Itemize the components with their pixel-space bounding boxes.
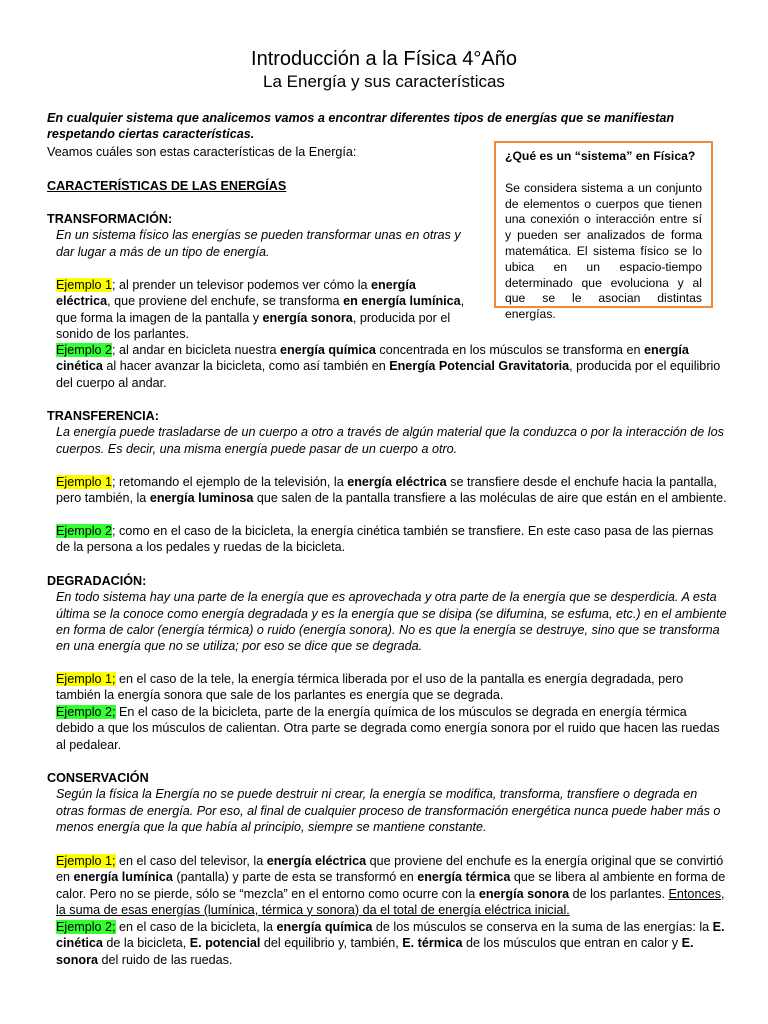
example-text-part: en el caso de la tele, la energía térmica liberada por el uso de la pantalla es energía degradada, pero también la energía sonora que sale de los parlantes es energía que se degrada. [56, 672, 684, 703]
section-definition: La energía puede trasladarse de un cuerpo a otro a través de algún material que la conduzca o por la interacción de los cuerpos. Es decir, una misma energía puede pasar de un cuerpo a otro. [56, 425, 724, 456]
example-text-bold: energía eléctrica [347, 475, 447, 489]
example-text-part: se transfiere desde el enchufe hacia la pantalla, pero también, la [56, 475, 717, 506]
transferencia-example-1 [47, 474, 727, 507]
conservacion-example-2 [47, 919, 727, 968]
transformacion-example-1 [47, 277, 727, 342]
example-text [47, 704, 727, 753]
example-text-bold: Energía Potencial Gravitatoria [389, 359, 570, 374]
transformacion-example-2 [47, 342, 727, 391]
intro-lead: En cualquier sistema que analicemos vamos a encontrar diferentes tipos de energías que se manifiestan respetando ciertas características. [47, 111, 675, 142]
box-title: ¿Qué es un “sistema” en Física? [505, 149, 696, 163]
characteristics-heading-block [47, 178, 727, 194]
example-text [47, 671, 727, 704]
example-text [47, 523, 727, 556]
example-text-part: ; al andar en bicicleta nuestra [112, 343, 281, 357]
section-heading: CONSERVACIÓN [47, 771, 149, 785]
example-label: Ejemplo 1 [56, 278, 113, 292]
example-text-part: , que proviene del enchufe, se transforma [107, 294, 344, 309]
example-text-part: que salen de la pantalla transfiere a las moléculas de aire que están en el ambiente. [253, 491, 727, 506]
example-text-bold: energía lumínica [73, 870, 173, 885]
conservacion-example-1 [47, 853, 727, 918]
example-text [47, 853, 727, 918]
degradacion-example-1 [47, 671, 727, 704]
section-degradacion [47, 573, 727, 654]
example-text-part: (pantalla) y parte de esta se transformó en [172, 870, 418, 885]
example-text-part: ; retomando el ejemplo de la televisión, la [112, 475, 348, 489]
example-text-part: que se libera al ambiente en forma de calor. Pero no se pierde, sólo se “mezcla” en el entorno como ocurre con la [56, 870, 726, 901]
example-text-part: , producida por el equilibrio del cuerpo al andar. [56, 359, 721, 390]
example-text-bold: E. sonora [56, 936, 694, 967]
example-text-bold: E. cinética [56, 920, 725, 951]
example-text-part: de los músculos que entran en calor y [462, 936, 682, 951]
section-transformacion [47, 211, 727, 260]
example-text-part: del ruido de las ruedas. [98, 952, 233, 967]
section-heading: DEGRADACIÓN: [47, 574, 147, 588]
example-text [47, 342, 727, 391]
example-text-part: ; al prender un televisor podemos ver cómo la [112, 278, 372, 292]
example-label: Ejemplo 2 [56, 343, 113, 357]
section-definition: En un sistema físico las energías se pueden transformar unas en otras y dar lugar a más de un tipo de energía. [56, 228, 461, 259]
example-text-bold: energía sonora [262, 310, 353, 325]
example-text-bold: energía luminosa [149, 491, 254, 506]
example-label: Ejemplo 1; [56, 854, 116, 868]
example-label: Ejemplo 2; [56, 920, 116, 934]
example-text-part: de la bicicleta, [102, 936, 190, 951]
example-text-part: de los músculos se conserva en la suma de las energías: la [372, 920, 713, 934]
example-text [47, 277, 471, 342]
example-text-bold: energía eléctrica [266, 854, 367, 868]
example-text-part: en el caso de la bicicleta, la [115, 920, 277, 934]
example-text-bold: E. potencial [189, 936, 261, 951]
example-text-bold: E. térmica [402, 936, 463, 951]
example-text-bold: energía térmica [417, 870, 511, 885]
example-text-part: ; como en el caso de la bicicleta, la energía cinética también se transfiere. En este caso pasa de las piernas de la persona a los pedales y ruedas de la bicicleta. [56, 524, 714, 555]
example-text [47, 919, 727, 968]
section-definition: En todo sistema hay una parte de la energía que es aprovechada y otra parte de la energía que se desperdicia. A esta última se la conoce como energía degradada y es la energía que se disipa (se difumina, se esfuma, etc.) en el ambiente en forma de calor (energía térmica) o ruido (energía sonora). No es que la energía se destruye, sino que se transforma en una energía que no se utiliza; por eso se dice que se degrada. [56, 590, 727, 654]
example-text-bold: en energía lumínica [343, 294, 461, 309]
example-text-part: En el caso de la bicicleta, parte de la energía química de los músculos se degrada en energía térmica debido a que los músculos de calientan. Otra parte se degrada como energía sonora por el ruido que hacen las ruedas al pedalear. [56, 705, 720, 752]
example-text-bold: energía cinética [56, 343, 689, 374]
transferencia-example-2 [47, 523, 727, 556]
box-text: Se considera sistema a un conjunto de elementos o cuerpos que tienen una conexión o interacción entre sí y pueden ser analizados de forma matemática. El sistema físico se lo ubica en un espacio-tiempo determinado que evoluciona y al que se le asocian distintas energías. [505, 180, 702, 322]
example-label: Ejemplo 1 [56, 475, 113, 489]
degradacion-example-2 [47, 704, 727, 753]
example-text-part: en el caso del televisor, la [115, 854, 267, 868]
example-text-part: que proviene del enchufe es la energía original que se convirtió en [56, 854, 724, 885]
example-text-part: al hacer avanzar la bicicleta, como así también en [102, 359, 390, 374]
example-text-part: del equilibrio y, también, [260, 936, 403, 951]
example-text-bold: energía sonora [478, 886, 570, 901]
example-text-bold: energía química [280, 343, 376, 357]
example-text-bold: energía eléctrica [56, 278, 416, 309]
intro-follow: Veamos cuáles son estas características de la Energía: [47, 145, 357, 159]
example-text-part: , producida por el sonido de los parlantes. [56, 310, 451, 341]
page-title: Introducción a la Física 4°Año [251, 48, 517, 70]
section-transferencia [47, 408, 727, 457]
example-text-underlined: Entonces, la suma de esas energías (lumínica, térmica y sonora) da el total de energía eléctrica inicial. [56, 886, 725, 917]
example-label: Ejemplo 2; [56, 705, 116, 719]
example-text-part: concentrada en los músculos se transforma en [375, 343, 645, 357]
characteristics-heading: CARACTERÍSTICAS DE LAS ENERGÍAS [47, 179, 287, 193]
example-label: Ejemplo 1; [56, 672, 116, 686]
section-conservacion [47, 770, 727, 835]
example-label: Ejemplo 2 [56, 524, 113, 538]
page-subtitle: La Energía y sus características [263, 72, 505, 91]
example-text [47, 474, 727, 507]
example-text-part: de los parlantes. [569, 886, 669, 901]
section-definition: Según la física la Energía no se puede destruir ni crear, la energía se modifica, transforma, transfiere o degrada en otras formas de energía. Por eso, al final de cualquier proceso de transformación energética nunca puede haber más o menos energía que la que había al principio, siempre se mantiene constante. [56, 787, 721, 834]
section-heading: TRANSFORMACIÓN: [47, 212, 173, 226]
example-text-part: , que forma la imagen de la pantalla y [56, 294, 465, 325]
section-heading: TRANSFERENCIA: [47, 409, 159, 423]
example-text-bold: energía química [276, 920, 373, 934]
